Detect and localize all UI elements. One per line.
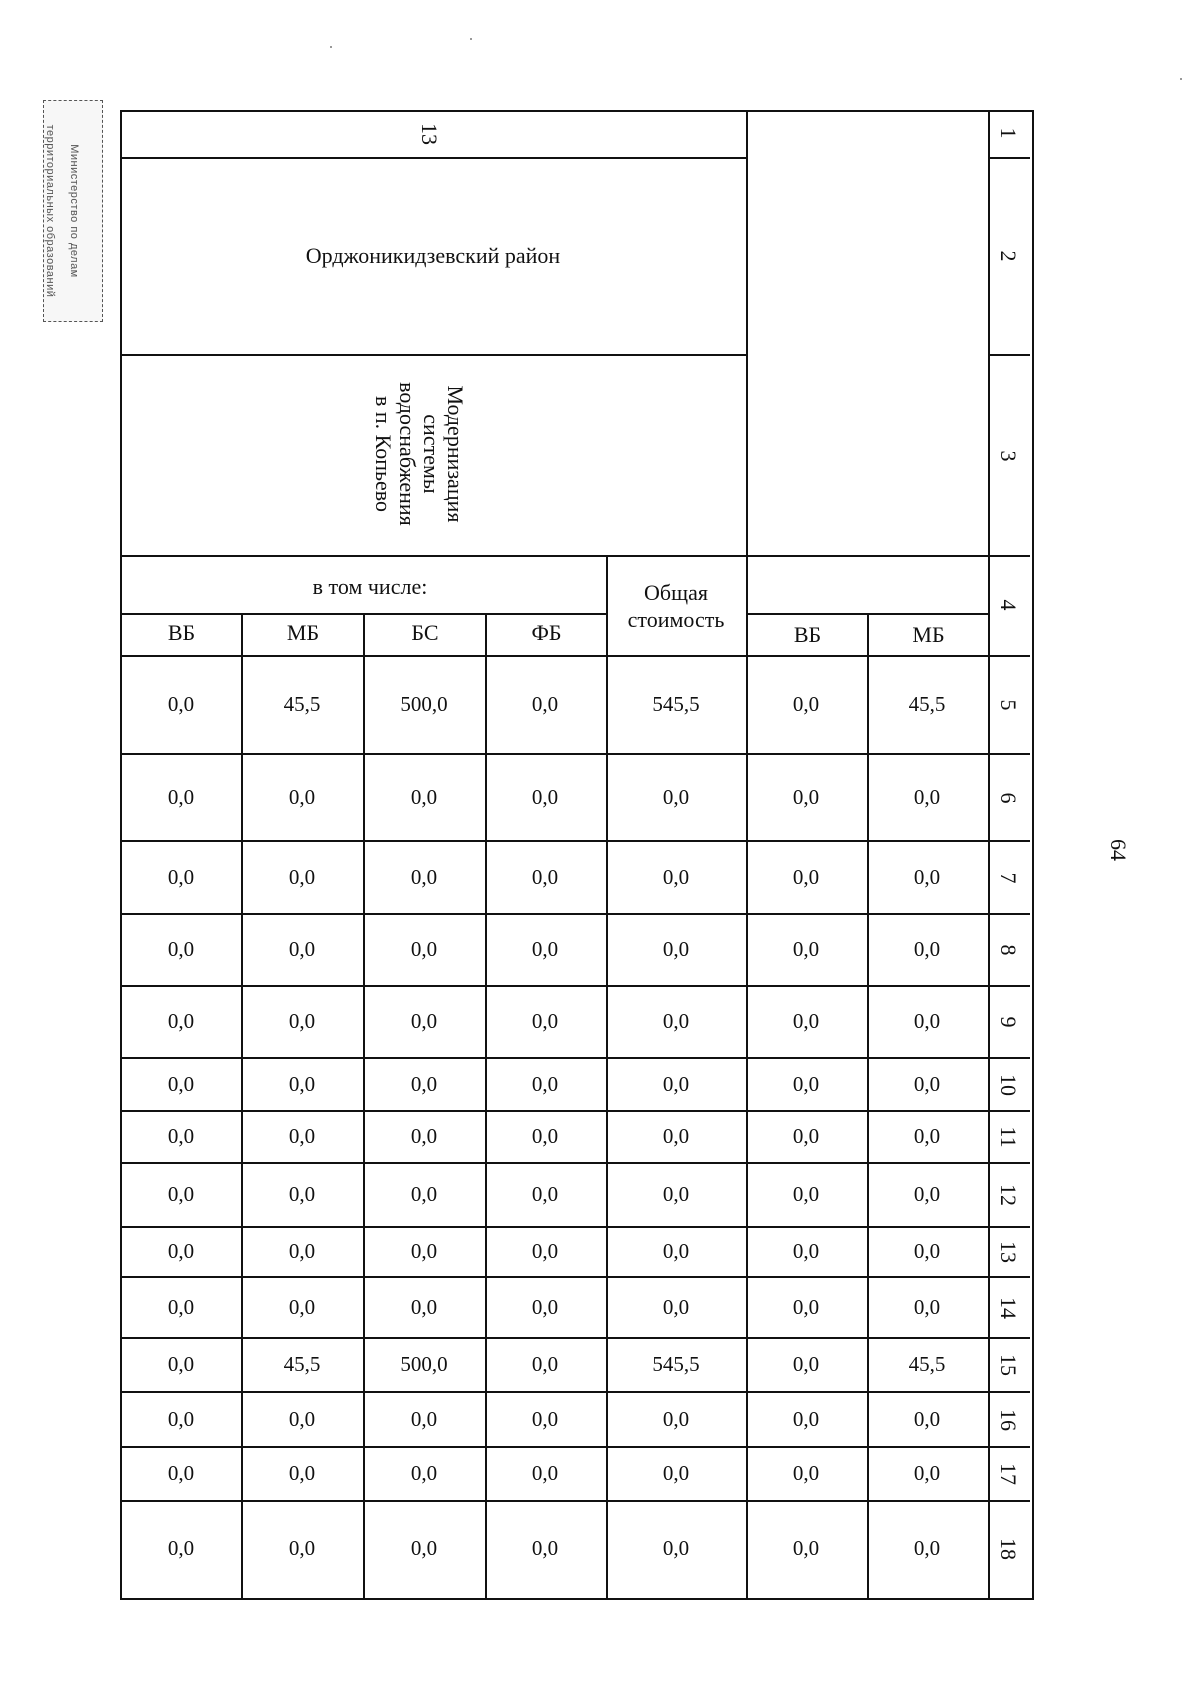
table-cell: 0,0	[410, 1461, 438, 1485]
table-cell: 0,0	[792, 1182, 820, 1206]
table-cell: 0,0	[913, 1239, 941, 1263]
project-name-line-3: водоснабжения	[395, 382, 420, 526]
table-cell: 500,0	[400, 692, 448, 716]
table-cell: 0,0	[167, 1461, 195, 1485]
row-line-3	[120, 555, 1030, 557]
table-cell: 0,0	[662, 1071, 690, 1096]
table-cell: 0,0	[410, 1009, 438, 1033]
table-cell: 0,0	[167, 937, 195, 961]
table-cell: 0,0	[531, 864, 559, 889]
archive-stamp	[43, 100, 103, 322]
table-cell: 0,0	[531, 1406, 559, 1431]
project-name-line-4: в п. Копьево	[371, 395, 396, 513]
table-cell: 0,0	[662, 1294, 690, 1319]
project-number: 13	[417, 123, 442, 145]
col-number-2: 2	[996, 250, 1021, 262]
table-cell: 0,0	[531, 1352, 559, 1376]
table-cell: 0,0	[792, 1009, 820, 1033]
table-cell: 0,0	[531, 937, 559, 961]
body-row-line	[120, 1162, 1030, 1164]
table-cell: 545,5	[652, 692, 700, 716]
table-cell: 0,0	[913, 1536, 941, 1560]
body-row-line	[120, 1446, 1030, 1448]
table-cell: 0,0	[410, 1406, 438, 1431]
column-number: 18	[996, 1538, 1021, 1560]
body-row-line	[120, 1500, 1030, 1502]
table-cell: 0,0	[913, 784, 941, 809]
column-number: 5	[996, 699, 1021, 711]
row-line-2	[120, 354, 746, 356]
table-cell: 45,5	[908, 692, 946, 716]
table-cell: 0,0	[662, 1536, 690, 1560]
table-cell: 0,0	[167, 1352, 195, 1376]
table-cell: 0,0	[792, 1124, 820, 1148]
table-cell: 0,0	[288, 1009, 316, 1033]
table-cell: 0,0	[792, 864, 820, 889]
table-cell: 0,0	[662, 1461, 690, 1485]
total-label-line2: стоимость	[627, 607, 725, 632]
table-cell: 0,0	[792, 784, 820, 809]
table-cell: 0,0	[288, 1071, 316, 1096]
table-cell: 0,0	[792, 1406, 820, 1431]
column-number: 9	[996, 1016, 1021, 1028]
scan-speck	[330, 46, 332, 48]
table-cell: 45,5	[283, 692, 321, 716]
table-cell: 0,0	[792, 1536, 820, 1560]
table-cell: 0,0	[913, 1294, 941, 1319]
column-number: 8	[996, 944, 1021, 956]
column-number: 6	[996, 792, 1021, 803]
table-cell: 0,0	[531, 1294, 559, 1319]
table-cell: 45,5	[908, 1352, 946, 1376]
column-number: 11	[996, 1126, 1021, 1148]
table-cell: 0,0	[913, 937, 941, 961]
table-cell: 0,0	[531, 1461, 559, 1485]
table-cell: 0,0	[167, 864, 195, 889]
column-number: 10	[996, 1073, 1021, 1096]
table-cell: 500,0	[400, 1352, 448, 1376]
district-name: Орджоникидзевский район	[305, 243, 561, 268]
table-cell: 0,0	[913, 1182, 941, 1206]
table-cell: 0,0	[531, 784, 559, 809]
table-cell: 0,0	[792, 1294, 820, 1319]
table-cell: 0,0	[288, 1124, 316, 1148]
row-line-numstrip-1	[988, 157, 1030, 159]
body-row-line	[120, 1057, 1030, 1059]
body-row-line	[120, 1276, 1030, 1278]
table-cell: 0,0	[288, 1182, 316, 1206]
table-cell: 0,0	[913, 1071, 941, 1096]
subhead-vb-right: ВБ	[793, 622, 822, 647]
col-number-1: 1	[996, 127, 1021, 139]
body-row-line	[120, 1337, 1030, 1339]
table-cell: 45,5	[283, 1352, 321, 1376]
scan-speck	[470, 38, 472, 40]
subhead-bs: БС	[411, 620, 439, 645]
body-row-line	[120, 753, 1030, 755]
table-cell: 0,0	[531, 1182, 559, 1206]
table-cell: 0,0	[531, 1239, 559, 1263]
body-row-line	[120, 1226, 1030, 1228]
table-cell: 0,0	[167, 1071, 195, 1096]
table-cell: 0,0	[167, 784, 195, 809]
table-cell: 0,0	[167, 1182, 195, 1206]
column-number: 17	[996, 1463, 1021, 1485]
table-cell: 0,0	[410, 1239, 438, 1263]
table-cell: 0,0	[410, 864, 438, 889]
table-cell: 0,0	[531, 1071, 559, 1096]
table-cell: 0,0	[167, 692, 195, 716]
subhead-mb: МБ	[286, 620, 320, 645]
column-number: 7	[996, 872, 1021, 883]
subhead-vb: ВБ	[167, 620, 196, 645]
table-cell: 0,0	[167, 1009, 195, 1033]
col-number-strip-line	[988, 110, 990, 1598]
table-cell: 0,0	[913, 1461, 941, 1485]
section-label: в том числе:	[312, 574, 428, 599]
table-cell: 0,0	[913, 1406, 941, 1431]
column-number: 15	[996, 1354, 1021, 1376]
column-number: 14	[996, 1296, 1021, 1319]
table-cell: 0,0	[662, 1182, 690, 1206]
table-cell: 0,0	[410, 1124, 438, 1148]
body-row-line	[120, 1110, 1030, 1112]
table-cell: 0,0	[410, 1182, 438, 1206]
column-number: 13	[996, 1241, 1021, 1263]
table-cell: 0,0	[662, 1009, 690, 1033]
body-col-4	[606, 655, 608, 1598]
header-divider	[746, 110, 748, 556]
table-cell: 0,0	[792, 1461, 820, 1485]
scan-speck	[1180, 78, 1182, 80]
table-cell: 0,0	[662, 1239, 690, 1263]
stamp-text: Министерство по делам территориальных образований	[44, 124, 80, 298]
table-cell: 0,0	[792, 1071, 820, 1096]
table-cell: 0,0	[288, 1406, 316, 1431]
body-row-line	[120, 840, 1030, 842]
table-cell: 0,0	[167, 1536, 195, 1560]
total-label-line1: Общая	[644, 580, 708, 605]
table-cell: 0,0	[662, 864, 690, 889]
table-cell: 0,0	[410, 1294, 438, 1319]
table-cell: 0,0	[167, 1406, 195, 1431]
project-name-line-1: Модернизация	[443, 385, 468, 523]
table-cell: 0,0	[662, 937, 690, 961]
table-cell: 0,0	[410, 1071, 438, 1096]
body-row-line	[120, 913, 1030, 915]
body-row-line	[120, 985, 1030, 987]
column-number: 16	[996, 1408, 1021, 1431]
table-cell: 0,0	[913, 864, 941, 889]
row-line-numstrip-2	[988, 354, 1030, 356]
table-cell: 545,5	[652, 1352, 700, 1376]
table-cell: 0,0	[792, 1352, 820, 1376]
table-cell: 0,0	[662, 1124, 690, 1148]
table-cell: 0,0	[792, 692, 820, 716]
table-cell: 0,0	[410, 1536, 438, 1560]
page-number: 64	[1106, 839, 1131, 861]
table-cell: 0,0	[288, 937, 316, 961]
table-cell: 0,0	[531, 1536, 559, 1560]
body-row-line	[120, 1391, 1030, 1393]
subhead-fb: ФБ	[531, 620, 562, 645]
table-cell: 0,0	[913, 1124, 941, 1148]
subhead-mb-right: МБ	[912, 622, 945, 647]
table-cell: 0,0	[288, 1461, 316, 1485]
table-cell: 0,0	[167, 1239, 195, 1263]
table-cell: 0,0	[531, 1009, 559, 1033]
table-cell: 0,0	[167, 1294, 195, 1319]
table-cell: 0,0	[913, 1009, 941, 1033]
project-name-line-2: системы	[419, 414, 444, 494]
table-cell: 0,0	[288, 864, 316, 889]
table-cell: 0,0	[531, 692, 559, 716]
row-line-1	[120, 157, 746, 159]
column-number: 12	[996, 1184, 1021, 1206]
col-number-4: 4	[996, 599, 1021, 611]
table-cell: 0,0	[662, 1406, 690, 1431]
table-cell: 0,0	[792, 937, 820, 961]
table-cell: 0,0	[410, 784, 438, 809]
table-cell: 0,0	[167, 1124, 195, 1148]
table-cell: 0,0	[662, 784, 690, 809]
col-number-3: 3	[996, 450, 1021, 462]
table-cell: 0,0	[531, 1124, 559, 1148]
table-cell: 0,0	[288, 1536, 316, 1560]
table-cell: 0,0	[410, 937, 438, 961]
table-cell: 0,0	[288, 1294, 316, 1319]
table-cell: 0,0	[792, 1239, 820, 1263]
header-bottom	[120, 655, 1030, 657]
table-cell: 0,0	[288, 1239, 316, 1263]
table-cell: 0,0	[288, 784, 316, 809]
